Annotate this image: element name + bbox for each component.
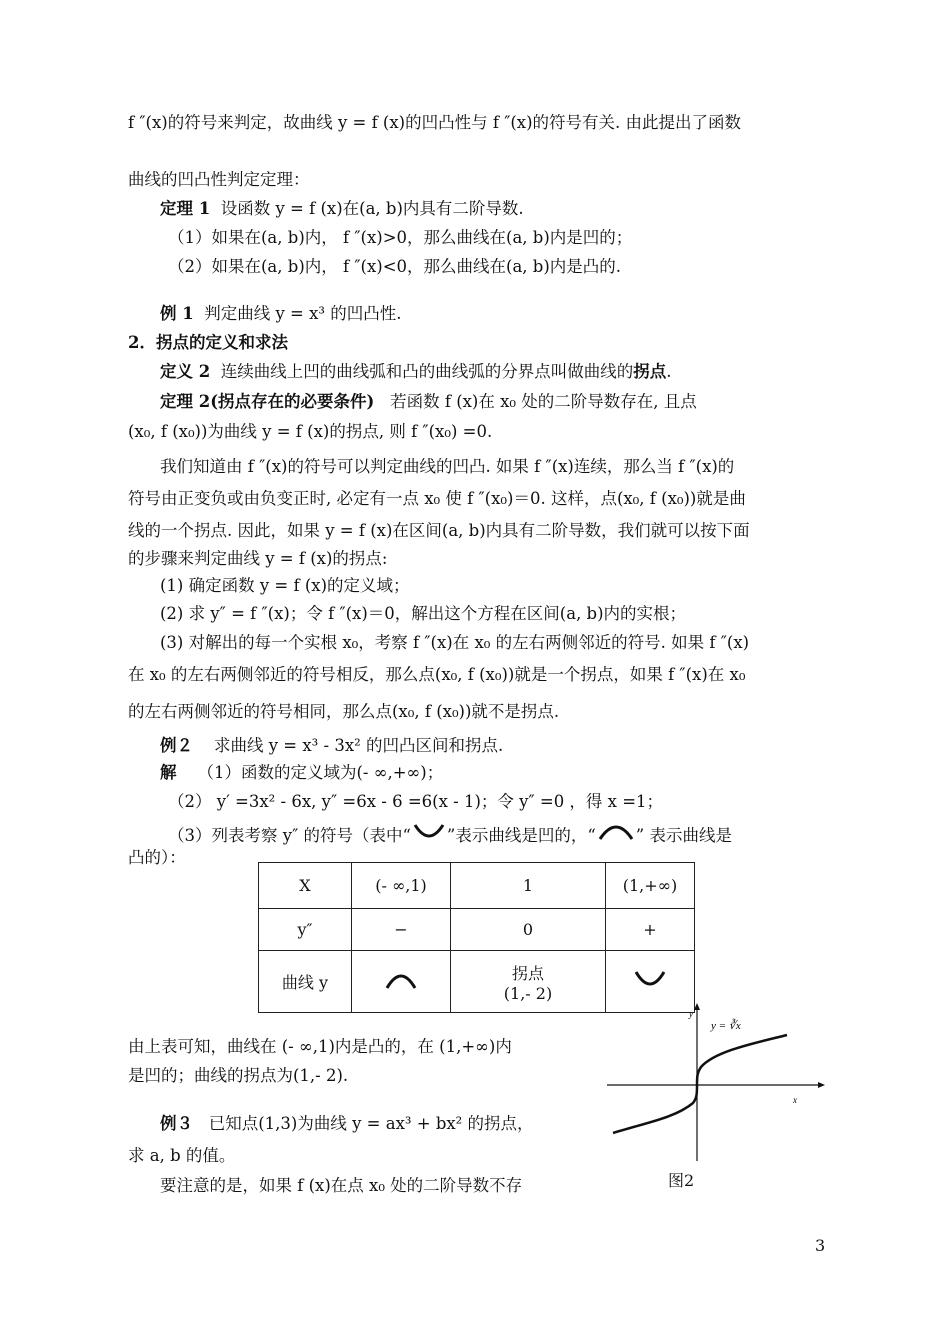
cube-root-graph: [605, 1003, 825, 1163]
text-line: 求 a, b 的值。: [128, 1146, 236, 1165]
definition-label: 定义 2: [160, 362, 211, 381]
text-span: ”表示曲线是凹的，“: [446, 826, 596, 845]
theorem-text: 若函数 f (x)在 x₀ 处的二阶导数存在, 且点: [390, 392, 697, 411]
solution-step-2: （2） y′ =3x² - 6x, y″ =6x - 6 =6(x - 1)；令 y″ =0 ，得 x =1；: [168, 792, 664, 811]
x-axis-arrow-icon: [818, 1082, 825, 1088]
convex-arc-icon: [596, 821, 636, 841]
solution: [160, 762, 860, 784]
theorem-1-case-1: （1）如果在(a, b)内， f ″(x)>0，那么曲线在(a, b)内是凹的；: [168, 228, 633, 247]
theorem-label: 定理 2(拐点存在的必要条件): [160, 392, 375, 411]
step-3: (3) 对解出的每一个实根 x₀，考察 f ″(x)在 x₀ 的左右两侧邻近的符号. 如果 f ″(x): [160, 633, 750, 652]
text-line: 符号由正变负或由负变正时, 必定有一点 x₀ 使 f ″(x₀)＝0. 这样，点(x₀, f (x₀))就是曲: [128, 489, 746, 508]
text-line: 曲线的凹凸性判定定理：: [128, 170, 310, 189]
convex-arc-icon: [381, 968, 421, 992]
text-line: 是凹的；曲线的拐点为(1,- 2).: [128, 1066, 349, 1085]
concave-arc-icon: [630, 968, 670, 992]
step-2: (2) 求 y″ = f ″(x)；令 f ″(x)＝0，解出这个方程在区间(a, b)内的实根；: [160, 604, 687, 623]
example-text: 已知点(1,3)为曲线 y = ax³ + bx² 的拐点，: [208, 1114, 534, 1133]
y-axis-arrow-icon: [694, 1003, 700, 1010]
text-line: 由上表可知，曲线在 (- ∞,1)内是凸的，在 (1,+∞)内: [128, 1037, 512, 1056]
solution-step-1: （1）函数的定义域为(- ∞,+∞)；: [197, 763, 444, 782]
table-cell: 曲线 y: [259, 951, 352, 1013]
y-axis-label: y: [689, 1009, 693, 1019]
example-text: 判定曲线 y = x³ 的凹凸性.: [204, 304, 402, 323]
theorem-1-case-2: （2）如果在(a, b)内， f ″(x)<0，那么曲线在(a, b)内是凸的.: [168, 257, 622, 276]
definition-2: [160, 361, 860, 383]
text-span: （3）列表考察 y″ 的符号（表中“: [168, 826, 411, 845]
inflection-label: 拐点: [511, 963, 544, 983]
example-label: 例３: [160, 1114, 193, 1133]
inflection-point: (1,- 2): [503, 983, 553, 1003]
curve-formula: y = ∛x: [711, 1020, 741, 1032]
table-cell: (1,+∞): [606, 863, 695, 909]
concave-arc-icon: [411, 821, 447, 841]
text-line: 的左右两侧邻近的符号相同，那么点(x₀, f (x₀))就不是拐点.: [128, 702, 560, 721]
theorem-1: [160, 198, 860, 220]
step-1: (1) 确定函数 y = f (x)的定义域；: [160, 576, 410, 595]
text-span: ” 表示曲线是: [635, 826, 732, 845]
cube-root-curve: [613, 1035, 787, 1133]
table-row: [259, 909, 695, 951]
example-text: 求曲线 y = x³ - 3x² 的凹凸区间和拐点.: [213, 736, 504, 755]
section-heading: 2．拐点的定义和求法: [128, 333, 288, 352]
text-line: 凸的）：: [128, 848, 186, 867]
figure-caption: 图2: [668, 1171, 695, 1190]
table-cell: 1: [451, 863, 606, 909]
text-line: (x₀, f (x₀))为曲线 y = f (x)的拐点, 则 f ″(x₀) =0.: [128, 422, 493, 441]
definition-term: 拐点: [633, 362, 667, 381]
table-cell: [352, 951, 451, 1013]
sign-table: [258, 862, 695, 1013]
table-cell: [451, 951, 606, 1013]
theorem-2: [160, 391, 860, 413]
table-cell: (- ∞,1): [352, 863, 451, 909]
example-2: [160, 735, 860, 757]
example-label: 例 1: [160, 304, 194, 323]
solution-label: 解: [160, 763, 177, 782]
text-line: 线的一个拐点. 因此，如果 y = f (x)在区间(a, b)内具有二阶导数，我们就可以按下面: [128, 521, 750, 540]
x-axis-label: x: [793, 1095, 797, 1105]
table-cell: y″: [259, 909, 352, 951]
text-line: 在 x₀ 的左右两侧邻近的符号相反，那么点(x₀, f (x₀))就是一个拐点，如果 f ″(x)在 x₀: [128, 665, 746, 684]
table-row: [259, 863, 695, 909]
text-line: 我们知道由 f ″(x)的符号可以判定曲线的凹凸. 如果 f ″(x)连续，那么当 f ″(x)的: [160, 457, 735, 476]
definition-end: .: [666, 362, 672, 381]
table-cell: +: [606, 909, 695, 951]
example-1: [160, 303, 860, 325]
definition-text: 连续曲线上凹的曲线弧和凸的曲线弧的分界点叫做曲线的: [220, 362, 634, 381]
theorem-label: 定理 1: [160, 199, 211, 218]
text-line: 要注意的是，如果 f (x)在点 x₀ 处的二阶导数不存: [160, 1176, 523, 1195]
page-number: 3: [815, 1236, 826, 1255]
example-label: 例２: [160, 736, 193, 755]
theorem-text: 设函数 y = f (x)在(a, b)内具有二阶导数.: [220, 199, 524, 218]
table-cell: 0: [451, 909, 606, 951]
table-cell: X: [259, 863, 352, 909]
text-line: 的步骤来判定曲线 y = f (x)的拐点:: [128, 549, 388, 568]
solution-step-3: [168, 821, 868, 847]
table-cell: −: [352, 909, 451, 951]
text-line: f ″(x)的符号来判定，故曲线 y = f (x)的凹凸性与 f ″(x)的符号有关. 由此提出了函数: [128, 113, 742, 132]
